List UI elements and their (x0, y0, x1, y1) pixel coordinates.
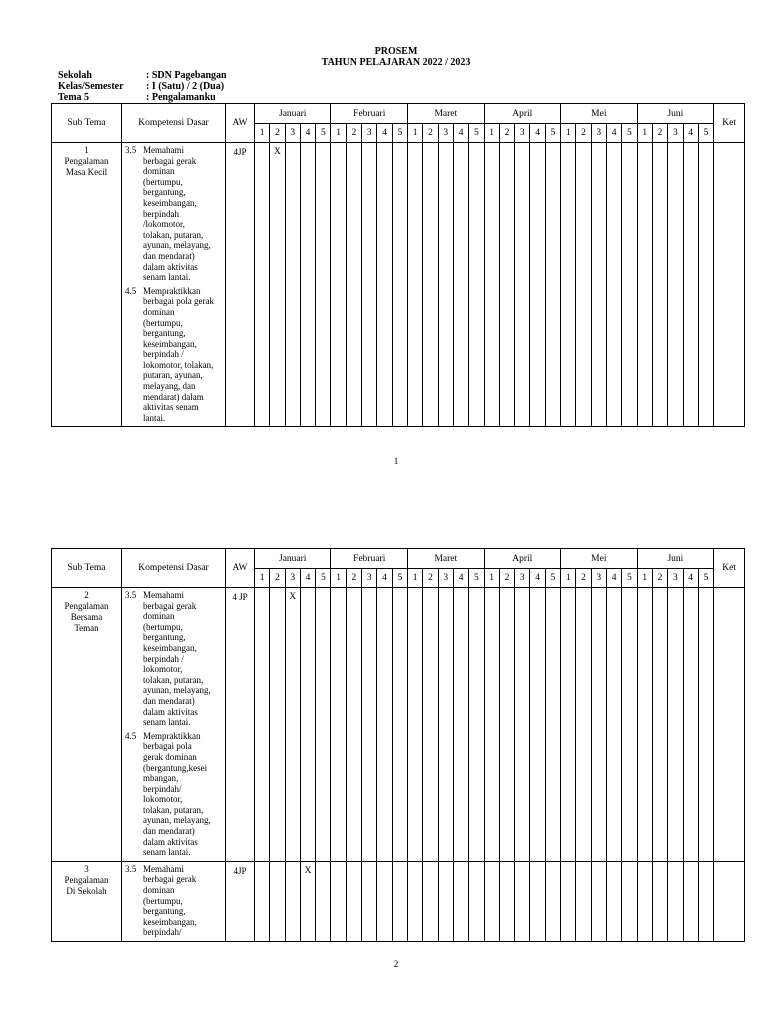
kd-line: bergantung, (143, 906, 186, 917)
kd-item (125, 590, 222, 728)
col-header-sub-tema: Sub Tema (52, 104, 122, 143)
kd-line: dan mendarat) (143, 695, 195, 706)
kd-text (143, 731, 222, 858)
kd-line: (bergantung,kesei (143, 762, 208, 773)
week-number: 5 (622, 569, 637, 588)
week-cell (392, 588, 407, 862)
sub-tema-number: 1 (84, 145, 89, 155)
kd-line: senam lantai. (143, 847, 191, 858)
sub-tema-name: Pengalaman (64, 874, 109, 885)
week-number: 4 (606, 124, 621, 143)
week-cell (423, 861, 438, 941)
week-number: 2 (499, 124, 514, 143)
week-cell (698, 143, 713, 427)
week-number: 5 (316, 569, 331, 588)
sub-tema-number: 2 (84, 590, 89, 600)
week-cell (652, 588, 667, 862)
kd-line: tolakan, putaran, (143, 229, 204, 240)
week-number: 5 (469, 569, 484, 588)
month-header: April (484, 104, 561, 124)
col-header-kompetensi-dasar: Kompetensi Dasar (122, 549, 226, 588)
meta-school (58, 70, 227, 81)
week-number: 3 (438, 569, 453, 588)
week-number: 4 (606, 569, 621, 588)
kd-line: /lokomotor, (143, 219, 185, 230)
meta-class-semester (58, 81, 227, 92)
week-cell (423, 143, 438, 427)
week-cell (484, 143, 499, 427)
aw-cell: 4JP (226, 861, 255, 941)
meta-value: : SDN Pagebangan (146, 70, 227, 81)
kd-line: putaran, ayunan, (143, 370, 203, 381)
week-cell (346, 588, 361, 862)
kd-line: berbagai gerak (143, 874, 197, 885)
week-cell (622, 861, 637, 941)
week-cell (530, 588, 545, 862)
week-number: 5 (392, 124, 407, 143)
header-row-months (52, 549, 745, 569)
sub-tema-cell (52, 588, 122, 862)
kd-number: 3.5 (125, 145, 137, 155)
meta-label: Tema 5 (58, 92, 90, 103)
meta-label: Sekolah (58, 70, 92, 81)
week-cell (408, 861, 423, 941)
week-number: 3 (362, 569, 377, 588)
week-mark: X (289, 592, 297, 602)
week-cell (484, 861, 499, 941)
week-mark: X (274, 147, 281, 157)
week-cell (606, 861, 621, 941)
week-number: 4 (683, 569, 698, 588)
kd-line: dominan (143, 611, 175, 622)
week-cell (622, 588, 637, 862)
week-cell (576, 588, 591, 862)
week-number: 3 (362, 124, 377, 143)
week-cell (255, 143, 270, 427)
week-cell (606, 588, 621, 862)
week-cell (362, 861, 377, 941)
col-header-ket: Ket (714, 104, 745, 143)
kd-line: lokomotor, (143, 794, 183, 805)
week-number: 1 (408, 124, 423, 143)
week-cell (545, 588, 560, 862)
table-row (52, 861, 745, 941)
kd-line: lokomotor, (143, 664, 183, 675)
kompetensi-dasar-cell (122, 861, 226, 941)
kd-line: mbangan, (143, 773, 179, 784)
week-cell (255, 588, 270, 862)
col-header-kompetensi-dasar: Kompetensi Dasar (122, 104, 226, 143)
kd-text (143, 145, 222, 283)
week-number: 3 (591, 124, 606, 143)
kd-item (125, 145, 222, 283)
week-cell (515, 143, 530, 427)
week-number: 3 (438, 124, 453, 143)
kd-line: lokomotor, tolakan, (143, 359, 214, 370)
week-number: 4 (377, 569, 392, 588)
kd-line: keseimbangan, (143, 916, 197, 927)
page-number: 1 (393, 456, 399, 466)
week-number: 2 (270, 124, 285, 143)
week-number: 5 (545, 569, 560, 588)
month-header: Februari (331, 104, 408, 124)
kd-line: berbagai gerak (143, 600, 197, 611)
week-number: 5 (316, 124, 331, 143)
week-number: 1 (255, 569, 270, 588)
sub-tema-name: Di Sekolah (66, 885, 107, 896)
week-cell (331, 588, 346, 862)
month-header: Februari (331, 549, 408, 569)
week-cell (683, 588, 698, 862)
kd-line: Memahami (143, 145, 184, 155)
week-cell (316, 588, 331, 862)
week-number: 5 (698, 124, 713, 143)
kd-number: 3.5 (125, 590, 137, 600)
week-cell (438, 588, 453, 862)
week-cell (652, 861, 667, 941)
week-cell (591, 588, 606, 862)
week-number: 2 (652, 124, 667, 143)
week-cell (683, 861, 698, 941)
week-cell (362, 143, 377, 427)
week-cell (561, 588, 576, 862)
kd-line: keseimbangan, (143, 338, 197, 349)
kd-line: dan mendarat) (143, 250, 195, 261)
month-header: Juni (637, 549, 714, 569)
week-cell (668, 588, 683, 862)
week-number: 5 (392, 569, 407, 588)
kd-line: senam lantai. (143, 272, 191, 283)
kd-line: lantai. (143, 412, 166, 423)
week-number: 2 (576, 124, 591, 143)
week-cell (606, 143, 621, 427)
week-cell (469, 143, 484, 427)
week-number: 4 (453, 569, 468, 588)
week-mark: X (304, 865, 312, 876)
kd-line: berpindah / (143, 349, 184, 360)
week-cell (270, 143, 285, 427)
week-number: 1 (408, 569, 423, 588)
week-number: 1 (637, 569, 652, 588)
kd-line: ayunan, melayang, (143, 815, 211, 826)
week-cell (622, 143, 637, 427)
week-number: 2 (346, 569, 361, 588)
month-header: April (484, 549, 561, 569)
week-cell (255, 861, 270, 941)
kd-item (125, 731, 222, 858)
week-number: 4 (453, 124, 468, 143)
week-number: 4 (530, 569, 545, 588)
week-cell (270, 588, 285, 862)
week-cell (545, 143, 560, 427)
week-number: 2 (499, 569, 514, 588)
kd-line: dominan (143, 306, 175, 317)
week-number: 4 (300, 569, 315, 588)
kd-line: berbagai pola gerak (143, 296, 214, 307)
week-number: 3 (515, 124, 530, 143)
week-cell (438, 861, 453, 941)
week-cell (346, 861, 361, 941)
week-cell (698, 861, 713, 941)
week-cell (438, 143, 453, 427)
week-cell (530, 143, 545, 427)
week-cell (637, 861, 652, 941)
ket-cell (714, 588, 745, 862)
month-header: Mei (561, 104, 638, 124)
kd-line: mendarat) dalam (143, 391, 204, 402)
week-number: 3 (668, 124, 683, 143)
week-number: 4 (377, 124, 392, 143)
week-cell (453, 143, 468, 427)
week-number: 1 (561, 569, 576, 588)
kd-line: dominan (143, 885, 175, 896)
kd-number: 4.5 (125, 285, 137, 296)
week-number: 3 (515, 569, 530, 588)
page-subtitle: TAHUN PELAJARAN 2022 / 2023 (321, 57, 471, 68)
kd-line: dalam aktivitas (143, 836, 198, 847)
week-cell (469, 588, 484, 862)
kd-text (143, 864, 222, 938)
col-header-ket: Ket (714, 549, 745, 588)
kd-line: ayunan, melayang, (143, 685, 211, 696)
sub-tema-number: 3 (84, 863, 89, 874)
sub-tema-name: Masa Kecil (65, 167, 108, 177)
week-cell (576, 143, 591, 427)
week-cell (285, 861, 300, 941)
kd-line: aktivitas senam (143, 402, 199, 413)
month-header: Maret (408, 549, 485, 569)
week-cell (362, 588, 377, 862)
month-header: Januari (255, 549, 331, 569)
kompetensi-dasar-cell (122, 588, 226, 862)
week-cell (668, 143, 683, 427)
kd-line: Memahami (143, 863, 184, 874)
kd-line: keseimbangan, (143, 642, 197, 653)
week-cell (377, 588, 392, 862)
sub-tema-name: Teman (74, 623, 99, 633)
week-cell (576, 861, 591, 941)
kompetensi-dasar-cell (122, 143, 226, 427)
kd-line: (bertumpu, (143, 317, 183, 328)
week-number: 2 (576, 569, 591, 588)
header-row-months (52, 104, 745, 124)
week-cell (453, 861, 468, 941)
week-number: 1 (484, 124, 499, 143)
kd-line: ayunan, melayang, (143, 240, 211, 251)
table-row (52, 143, 745, 427)
week-number: 4 (300, 124, 315, 143)
kd-line: tolakan, putaran, (143, 674, 204, 685)
kd-line: berpindah/ (143, 783, 182, 794)
kd-line: dalam aktivitas (143, 706, 198, 717)
week-number: 1 (255, 124, 270, 143)
kd-item (125, 864, 222, 938)
week-cell (285, 588, 300, 862)
kd-line: (bertumpu, (143, 895, 183, 906)
kd-number: 4.5 (125, 730, 137, 741)
week-number: 1 (484, 569, 499, 588)
kd-line: dalam aktivitas (143, 261, 198, 272)
document-meta (58, 70, 227, 103)
week-number: 5 (545, 124, 560, 143)
kd-line: (bertumpu, (143, 621, 183, 632)
week-number: 1 (331, 124, 346, 143)
week-cell (300, 861, 315, 941)
week-cell (499, 143, 514, 427)
week-number: 2 (270, 569, 285, 588)
aw-cell: 4 JP (226, 588, 255, 862)
week-cell (530, 861, 545, 941)
sub-tema-name: Pengalaman (64, 156, 109, 166)
week-cell (453, 588, 468, 862)
kd-text (143, 590, 222, 728)
week-cell (377, 861, 392, 941)
week-cell (637, 143, 652, 427)
week-number: 2 (423, 124, 438, 143)
kd-line: senam lantai. (143, 717, 191, 728)
kd-line: dominan (143, 166, 175, 177)
week-number: 1 (561, 124, 576, 143)
kd-line: berbagai pola (143, 741, 192, 752)
week-number: 3 (591, 569, 606, 588)
prosem-table-page-1 (51, 103, 745, 427)
week-number: 5 (622, 124, 637, 143)
meta-value: : I (Satu) / 2 (Dua) (146, 81, 225, 92)
week-cell (392, 861, 407, 941)
kd-line: keseimbangan, (143, 197, 197, 208)
week-number: 4 (683, 124, 698, 143)
week-cell (300, 143, 315, 427)
week-cell (698, 588, 713, 862)
week-cell (408, 143, 423, 427)
kd-line: tolakan, putaran, (143, 804, 204, 815)
week-cell (515, 588, 530, 862)
meta-value: : Pengalamanku (146, 92, 216, 103)
kd-line: Memahami (143, 590, 184, 600)
week-cell (408, 588, 423, 862)
sub-tema-name: Pengalaman (64, 601, 109, 611)
col-header-sub-tema: Sub Tema (52, 549, 122, 588)
kd-line: bergantung, (143, 328, 186, 339)
page-number: 2 (393, 959, 399, 969)
week-cell (331, 143, 346, 427)
week-cell (515, 861, 530, 941)
month-header: Mei (561, 549, 638, 569)
aw-cell: 4JP (226, 143, 255, 427)
week-cell (316, 861, 331, 941)
week-cell (316, 143, 331, 427)
week-number: 3 (285, 569, 300, 588)
kd-line: gerak dominan (143, 751, 197, 762)
month-header: Juni (637, 104, 714, 124)
page-title: PROSEM (374, 46, 418, 57)
week-cell (637, 588, 652, 862)
week-cell (545, 861, 560, 941)
week-cell (300, 588, 315, 862)
prosem-table-page-2 (51, 548, 745, 942)
kd-line: Mempraktikkan (143, 730, 201, 741)
meta-theme (58, 92, 227, 103)
week-number: 1 (331, 569, 346, 588)
week-cell (285, 143, 300, 427)
week-number: 2 (423, 569, 438, 588)
month-header: Januari (255, 104, 331, 124)
kd-line: (bertumpu, (143, 176, 183, 187)
week-cell (331, 861, 346, 941)
week-cell (499, 861, 514, 941)
week-cell (591, 861, 606, 941)
kd-item (125, 286, 222, 424)
table-row (52, 588, 745, 862)
week-cell (668, 861, 683, 941)
week-cell (683, 143, 698, 427)
kd-line: melayang, dan (143, 381, 196, 392)
week-cell (270, 861, 285, 941)
week-number: 2 (652, 569, 667, 588)
kd-line: bergantung, (143, 187, 186, 198)
week-cell (561, 861, 576, 941)
week-number: 1 (637, 124, 652, 143)
week-cell (469, 861, 484, 941)
kd-text (143, 286, 222, 424)
week-cell (377, 143, 392, 427)
week-number: 4 (530, 124, 545, 143)
ket-cell (714, 143, 745, 427)
meta-label: Kelas/Semester (58, 81, 124, 92)
sub-tema-name: Bersama (70, 612, 103, 622)
week-number: 2 (346, 124, 361, 143)
kd-line: berpindah / (143, 653, 184, 664)
kd-line: Mempraktikkan (143, 285, 201, 296)
sub-tema-cell (52, 861, 122, 941)
sub-tema-cell (52, 143, 122, 427)
kd-line: dan mendarat) (143, 826, 195, 837)
week-cell (392, 143, 407, 427)
week-cell (561, 143, 576, 427)
kd-number: 3.5 (125, 863, 137, 874)
ket-cell (714, 861, 745, 941)
week-number: 3 (668, 569, 683, 588)
week-cell (346, 143, 361, 427)
week-cell (591, 143, 606, 427)
kd-line: bergantung, (143, 632, 186, 643)
kd-line: berpindah/ (143, 927, 182, 938)
col-header-aw: AW (226, 104, 255, 143)
week-number: 5 (698, 569, 713, 588)
week-cell (652, 143, 667, 427)
month-header: Maret (408, 104, 485, 124)
week-number: 5 (469, 124, 484, 143)
week-cell (499, 588, 514, 862)
week-number: 3 (285, 124, 300, 143)
week-cell (423, 588, 438, 862)
kd-line: berbagai gerak (143, 155, 197, 166)
col-header-aw: AW (226, 549, 255, 588)
week-cell (484, 588, 499, 862)
kd-line: berpindah (143, 208, 179, 219)
